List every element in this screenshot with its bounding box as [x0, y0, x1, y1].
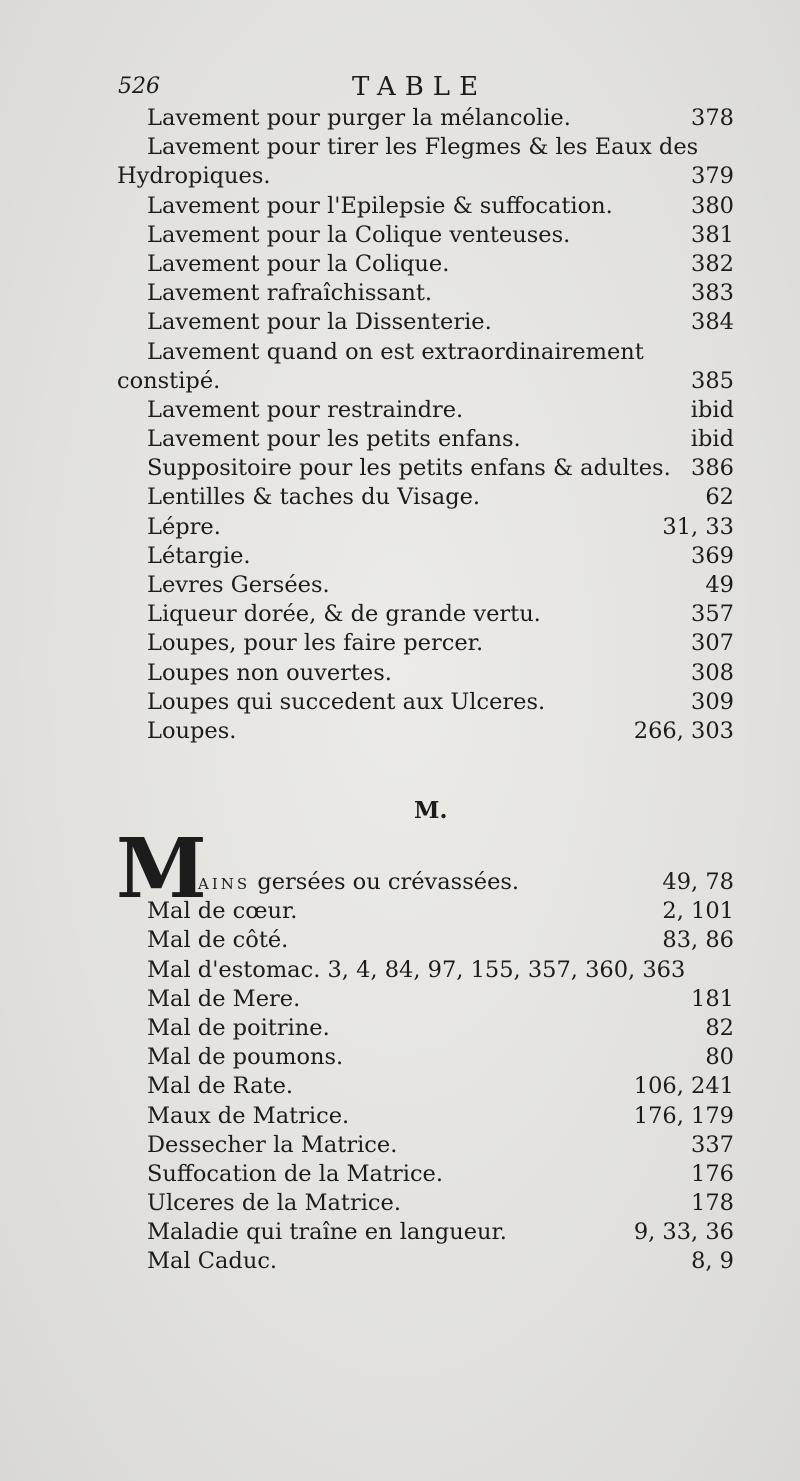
entry-label: Lentilles & taches du Visage. [147, 484, 481, 511]
index-entry [0, 1160, 800, 1189]
entry-pages: 383 [691, 280, 734, 307]
index-entry [0, 542, 800, 571]
index-entry [0, 367, 800, 396]
entry-label: Loupes non ouvertes. [147, 659, 392, 686]
entry-label: Mal de poitrine. [147, 1014, 330, 1041]
index-entry [0, 926, 800, 955]
entry-label: Hydropiques. [117, 163, 271, 190]
index-entry [0, 162, 800, 191]
index-entry [0, 571, 800, 600]
index-entry [0, 279, 800, 308]
entry-label: Lavement pour purger la mélancolie. [147, 105, 571, 131]
page-title: TABLE [352, 72, 488, 102]
index-list-l [0, 104, 800, 746]
index-entry [0, 985, 800, 1014]
index-entry [0, 483, 800, 512]
index-entry [0, 1247, 800, 1276]
entry-pages: 357 [691, 601, 734, 628]
index-entry [0, 1043, 800, 1072]
entry-pages: 378 [691, 105, 734, 131]
index-entry [0, 192, 800, 221]
entry-pages: 382 [691, 250, 734, 277]
index-entry [0, 1189, 800, 1218]
index-entry [0, 133, 800, 162]
entry-label: Maladie qui traîne en langueur. [147, 1219, 507, 1246]
entry-label: Mal Caduc. [147, 1248, 278, 1275]
index-entry [0, 717, 800, 746]
entry-pages: 181 [691, 985, 734, 1012]
entry-pages: 337 [691, 1131, 734, 1158]
entry-pages: 385 [691, 367, 734, 394]
index-entry [0, 688, 800, 717]
index-entry [0, 868, 800, 897]
index-entry [0, 221, 800, 250]
index-entry [0, 1131, 800, 1160]
entry-pages: 380 [691, 192, 734, 219]
entry-pages: 176, 179 [633, 1102, 734, 1129]
index-entry [0, 1218, 800, 1247]
index-entry [0, 1072, 800, 1101]
entry-label: Loupes, pour les faire percer. [147, 630, 484, 657]
entry-pages: 49 [705, 572, 734, 598]
entry-pages: 82 [705, 1014, 734, 1041]
entry-label: Mal de côté. [147, 927, 289, 954]
entry-label: Suffocation de la Matrice. [147, 1160, 444, 1187]
entry-pages: 49, 78 [662, 869, 734, 895]
entry-label: Levres Gersées. [147, 572, 330, 598]
entry-pages: 80 [705, 1044, 734, 1071]
entry-label: Lavement pour restraindre. [147, 396, 464, 423]
entry-pages: 62 [705, 484, 734, 511]
entry-smallcaps: AINS [198, 875, 251, 893]
entry-label [198, 868, 519, 899]
index-entry [0, 250, 800, 279]
entry-pages: 307 [691, 630, 734, 657]
entry-pages: 369 [691, 542, 734, 569]
index-entry [0, 308, 800, 337]
entry-pages: 384 [691, 309, 734, 336]
page-number: 526 [118, 74, 160, 99]
index-entry [0, 1102, 800, 1131]
index-entry [0, 956, 800, 985]
entry-label: Lavement pour tirer les Flegmes & les Eaux des [147, 134, 699, 161]
index-entry [0, 659, 800, 688]
entry-label: Lavement pour la Colique venteuses. [147, 221, 571, 248]
entry-pages: 308 [691, 659, 734, 686]
entry-pages: 386 [691, 455, 734, 482]
index-entry [0, 600, 800, 629]
section-letter: M. [414, 797, 448, 824]
entry-label: constipé. [117, 367, 221, 394]
entry-pages: 9, 33, 36 [633, 1219, 734, 1246]
entry-label: Lavement rafraîchissant. [147, 280, 433, 307]
entry-pages: ibid [690, 426, 734, 453]
entry-label: Lavement pour l'Epilepsie & suffocation. [147, 192, 613, 219]
entry-label: Lavement quand on est extraordinairement [147, 338, 644, 365]
entry-pages: 83, 86 [662, 927, 734, 954]
entry-label-rest: gersées ou crévassées. [250, 869, 520, 895]
entry-label: Maux de Matrice. [147, 1102, 350, 1129]
index-entry [0, 454, 800, 483]
index-entry [0, 629, 800, 658]
entry-label: Loupes qui succedent aux Ulceres. [147, 688, 546, 715]
entry-label: Liqueur dorée, & de grande vertu. [147, 601, 541, 628]
entry-label: Mal de Mere. [147, 985, 301, 1012]
entry-pages: 8, 9 [691, 1248, 734, 1275]
drop-cap: M [116, 821, 207, 917]
entry-label: Mal de Rate. [147, 1073, 294, 1100]
entry-label: Lavement pour les petits enfans. [147, 426, 521, 453]
entry-label: Ulceres de la Matrice. [147, 1190, 401, 1217]
index-list-m [0, 868, 800, 1277]
entry-label: Suppositoire pour les petits enfans & adultes. [147, 455, 671, 482]
entry-label: Lavement pour la Colique. [147, 250, 450, 277]
entry-pages: 379 [691, 163, 734, 190]
entry-label: Dessecher la Matrice. [147, 1131, 398, 1158]
index-entry [0, 897, 800, 926]
entry-label: Lépre. [147, 513, 221, 540]
index-entry [0, 104, 800, 133]
entry-label: Loupes. [147, 717, 237, 744]
entry-label: Mal d'estomac. 3, 4, 84, 97, 155, 357, 360, 363 [147, 956, 686, 983]
entry-label: Mal de cœur. [147, 898, 298, 925]
index-list-m-rest [0, 897, 800, 1276]
entry-label: Lavement pour la Dissenterie. [147, 309, 492, 336]
entry-pages: 178 [691, 1190, 734, 1217]
entry-pages: 106, 241 [633, 1073, 734, 1100]
entry-pages: 2, 101 [662, 898, 734, 925]
index-entry [0, 513, 800, 542]
entry-pages: ibid [690, 396, 734, 423]
index-entry [0, 425, 800, 454]
index-entry [0, 396, 800, 425]
entry-pages: 176 [691, 1160, 734, 1187]
entry-pages: 381 [691, 221, 734, 248]
index-entry [0, 1014, 800, 1043]
entry-label: Létargie. [147, 542, 251, 569]
entry-pages: 309 [691, 688, 734, 715]
index-entry [0, 338, 800, 367]
entry-pages: 266, 303 [633, 717, 734, 744]
entry-pages: 31, 33 [662, 513, 734, 540]
entry-label: Mal de poumons. [147, 1044, 344, 1071]
